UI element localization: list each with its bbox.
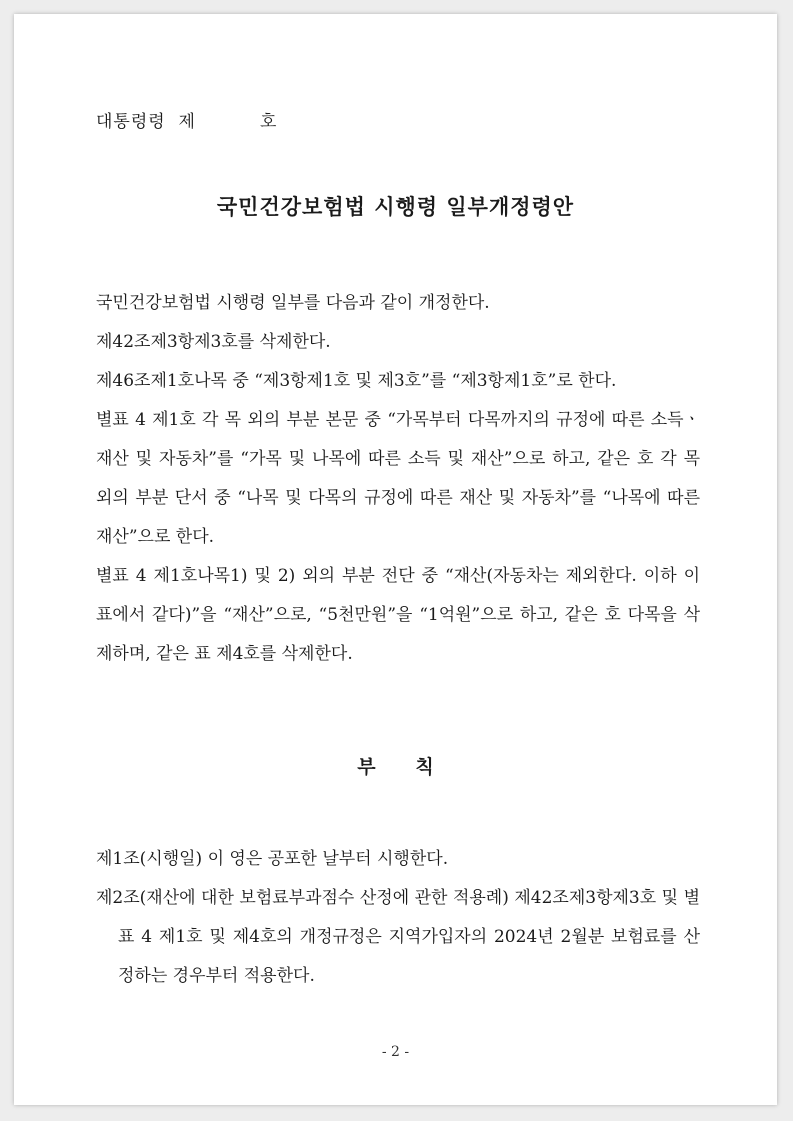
decree-number-line: 대통령령 제 호 — [96, 112, 278, 132]
document-title: 국민건강보험법 시행령 일부개정령안 — [216, 194, 575, 219]
supplementary-provisions-title: 부 칙 — [357, 756, 434, 778]
document-page — [14, 14, 777, 1105]
amendment-paragraph: 국민건강보험법 시행령 일부를 다음과 같이 개정한다. — [96, 293, 490, 313]
amendment-body — [96, 284, 700, 674]
amendment-paragraph: 제42조제3항제3호를 삭제한다. — [96, 332, 331, 352]
supplementary-articles — [96, 840, 700, 996]
amendment-paragraph: 별표 4 제1호나목1) 및 2) 외의 부분 전단 중 “재산(자동차는 제외한다. 이하 이 표에서 같다)”을 “재산”으로, “5천만원”을 “1억원”으로 하고, 같은 호 다목을 삭제하며, 같은 표 제4호를 삭제한다. — [96, 566, 700, 664]
page-number: - 2 - — [381, 1044, 410, 1060]
amendment-paragraph: 별표 4 제1호 각 목 외의 부분 본문 중 “가목부터 다목까지의 규정에 따른 소득ㆍ재산 및 자동차”를 “가목 및 나목에 따른 소득 및 재산”으로 하고, 같은 호 각 목 외의 부분 단서 중 “나목 및 다목의 규정에 따른 재산 및 자동차”를 “나목에 따른 재산”으로 한다. — [96, 410, 700, 547]
amendment-paragraph: 제46조제1호나목 중 “제3항제1호 및 제3호”를 “제3항제1호”로 한다. — [96, 371, 617, 391]
article-2: 제2조(재산에 대한 보험료부과점수 산정에 관한 적용례) 제42조제3항제3호 및 별표 4 제1호 및 제4호의 개정규정은 지역가입자의 2024년 2월분 보험료를 산정하는 경우부터 적용한다. — [96, 888, 700, 986]
article-1: 제1조(시행일) 이 영은 공포한 날부터 시행한다. — [96, 849, 449, 869]
